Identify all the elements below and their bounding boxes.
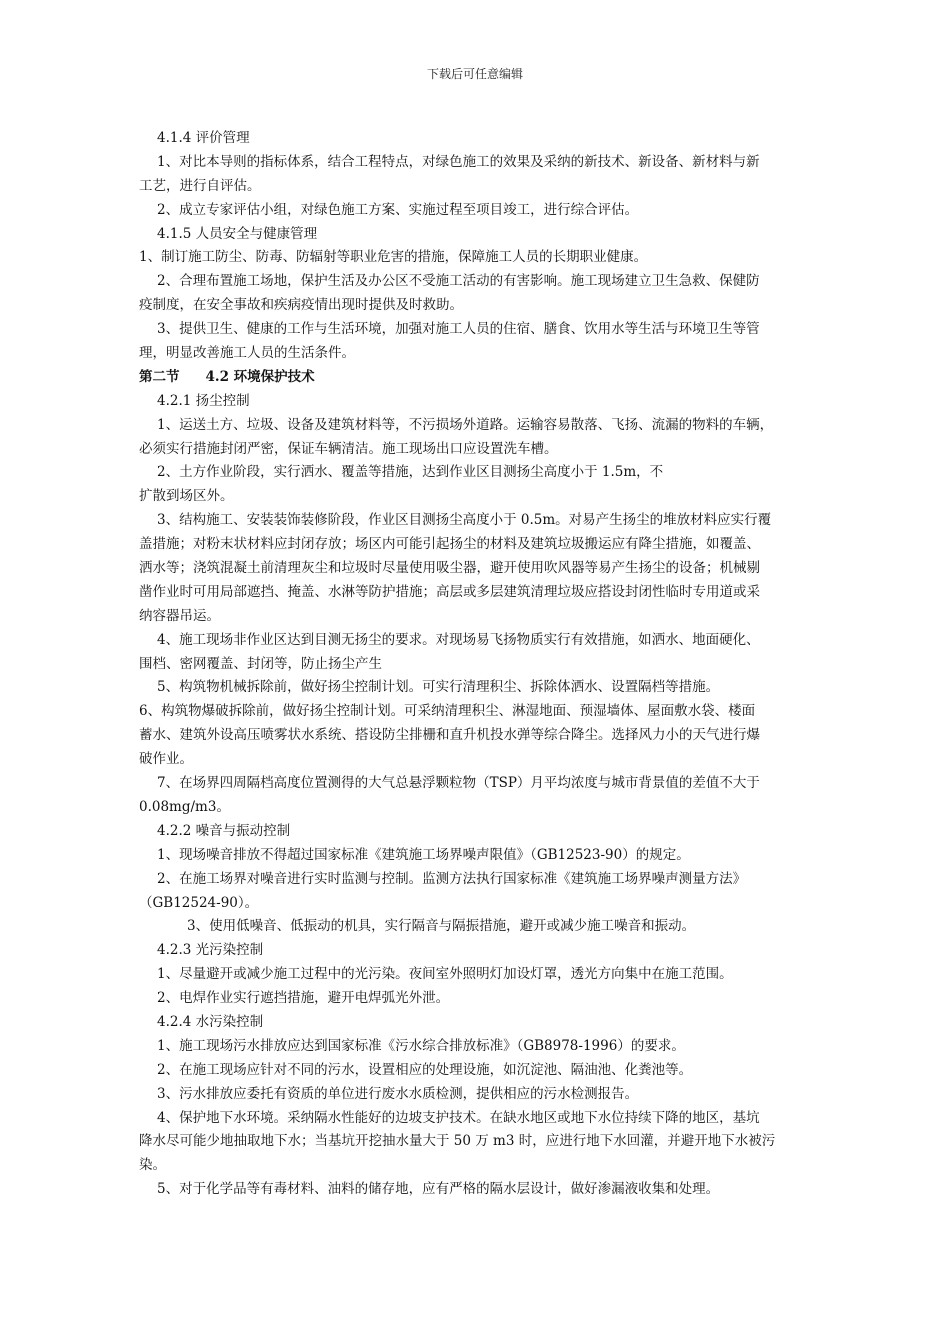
paragraph-line: 3、提供卫生、健康的工作与生活环境，加强对施工人员的住宿、膳食、饮用水等生活与环境卫生等管 — [157, 321, 760, 338]
paragraph-line: （GB12524-90）。 — [139, 894, 259, 911]
section-title-4-2-1: 4.2.1 扬尘控制 — [157, 392, 250, 409]
chapter-heading-label: 第二节 — [139, 368, 180, 385]
paragraph-line: 工艺，进行自评估。 — [139, 177, 261, 194]
paragraph-line: 洒水等；浇筑混凝土前清理灰尘和垃圾时尽量使用吸尘器，避开使用吹风器等易产生扬尘的设备；机械剔 — [139, 560, 760, 577]
paragraph-line: 2、在施工场界对噪音进行实时监测与控制。监测方法执行国家标准《建筑施工场界噪声测量方法》 — [157, 870, 747, 887]
section-title-4-2-2: 4.2.2 噪音与振动控制 — [157, 822, 291, 839]
paragraph-line: 纳容器吊运。 — [139, 607, 220, 624]
paragraph-line: 染。 — [139, 1157, 166, 1174]
paragraph-line: 2、合理布置施工场地，保护生活及办公区不受施工活动的有害影响。施工现场建立卫生急救、保健防 — [157, 273, 760, 290]
paragraph-line: 2、在施工现场应针对不同的污水，设置相应的处理设施，如沉淀池、隔油池、化粪池等。 — [157, 1061, 693, 1078]
paragraph-line: 盖措施；对粉末状材料应封闭存放；场区内可能引起扬尘的材料及建筑垃圾搬运应有降尘措施，如覆盖、 — [139, 536, 760, 553]
paragraph-line: 3、污水排放应委托有资质的单位进行废水水质检测，提供相应的污水检测报告。 — [157, 1085, 639, 1102]
paragraph-line: 扩散到场区外。 — [139, 488, 234, 505]
paragraph-line: 3、结构施工、安装装饰装修阶段，作业区目测扬尘高度小于 0.5m。对易产生扬尘的堆放材料应实行覆 — [157, 512, 772, 529]
paragraph-line: 围档、密网覆盖、封闭等，防止扬尘产生 — [139, 655, 382, 672]
paragraph-line: 疫制度，在安全事故和疾病疫情出现时提供及时救助。 — [139, 297, 463, 314]
page-header: 下载后可任意编辑 — [426, 67, 523, 81]
paragraph-line: 理，明显改善施工人员的生活条件。 — [139, 345, 355, 362]
paragraph-line: 破作业。 — [139, 751, 193, 768]
paragraph-line: 1、对比本导则的指标体系，结合工程特点，对绿色施工的效果及采纳的新技术、新设备、新材料与新 — [157, 153, 760, 170]
paragraph-line: 凿作业时可用局部遮挡、掩盖、水淋等防护措施；高层或多层建筑清理垃圾应搭设封闭性临时专用道或采 — [139, 583, 760, 600]
paragraph-line: 2、成立专家评估小组，对绿色施工方案、实施过程至项目竣工，进行综合评估。 — [157, 201, 639, 218]
chapter-heading — [139, 366, 819, 390]
paragraph-line: 2、电焊作业实行遮挡措施，避开电焊弧光外泄。 — [157, 990, 450, 1007]
paragraph-line: 蓄水、建筑外设高压喷雾状水系统、搭设防尘排栅和直升机投水弹等综合降尘。选择风力小的天气进行爆 — [139, 727, 760, 744]
paragraph-line: 1、运送土方、垃圾、设备及建筑材料等，不污损场外道路。运输容易散落、飞扬、流漏的物料的车辆， — [157, 416, 774, 433]
paragraph-line: 5、对于化学品等有毒材料、油料的储存地，应有严格的隔水层设计，做好渗漏液收集和处理。 — [157, 1181, 720, 1198]
document-body — [139, 127, 819, 1202]
paragraph-line: 1、施工现场污水排放应达到国家标准《污水综合排放标准》（GB8978-1996）的要求。 — [157, 1037, 685, 1054]
paragraph-line: 2、土方作业阶段，实行洒水、覆盖等措施，达到作业区目测扬尘高度小于 1.5m，不 — [157, 464, 664, 481]
paragraph-line: 7、在场界四周隔档高度位置测得的大气总悬浮颗粒物（TSP）月平均浓度与城市背景值的差值不大于 — [157, 775, 760, 792]
paragraph-line: 6、构筑物爆破拆除前，做好扬尘控制计划。可采纳清理积尘、淋湿地面、预湿墙体、屋面敷水袋、楼面 — [139, 703, 756, 720]
section-title-4-1-5: 4.1.5 人员安全与健康管理 — [157, 225, 318, 242]
paragraph-line: 1、尽量避开或减少施工过程中的光污染。夜间室外照明灯加设灯罩，透光方向集中在施工范围。 — [157, 966, 733, 983]
paragraph-line: 必须实行措施封闭严密，保证车辆清洁。施工现场出口应设置洗车槽。 — [139, 440, 558, 457]
paragraph-line: 4、施工现场非作业区达到目测无扬尘的要求。对现场易飞扬物质实行有效措施，如洒水、地面硬化、 — [157, 631, 760, 648]
section-title-4-1-4: 4.1.4 评价管理 — [157, 130, 250, 146]
paragraph-line: 3、使用低噪音、低振动的机具，实行隔音与隔振措施，避开或减少施工噪音和振动。 — [187, 918, 696, 935]
section-title-4-2-3: 4.2.3 光污染控制 — [157, 942, 264, 959]
section-title-4-2-4: 4.2.4 水污染控制 — [157, 1013, 264, 1030]
paragraph-line: 4、保护地下水环境。采纳隔水性能好的边坡支护技术。在缺水地区或地下水位持续下降的地区，基坑 — [157, 1109, 760, 1126]
paragraph-line: 0.08mg/m3。 — [139, 798, 230, 815]
paragraph-line: 5、构筑物机械拆除前，做好扬尘控制计划。可实行清理积尘、拆除体洒水、设置隔档等措施。 — [157, 679, 720, 696]
paragraph-line: 1、制订施工防尘、防毒、防辐射等职业危害的措施，保障施工人员的长期职业健康。 — [139, 249, 648, 266]
chapter-heading-title: 4.2 环境保护技术 — [205, 368, 315, 385]
paragraph-line: 1、现场噪音排放不得超过国家标准《建筑施工场界噪声限值》（GB12523-90）的规定。 — [157, 846, 690, 863]
paragraph-line: 降水尽可能少地抽取地下水；当基坑开挖抽水量大于 50 万 m3 时，应进行地下水回灌，并避开地下水被污 — [139, 1133, 776, 1150]
